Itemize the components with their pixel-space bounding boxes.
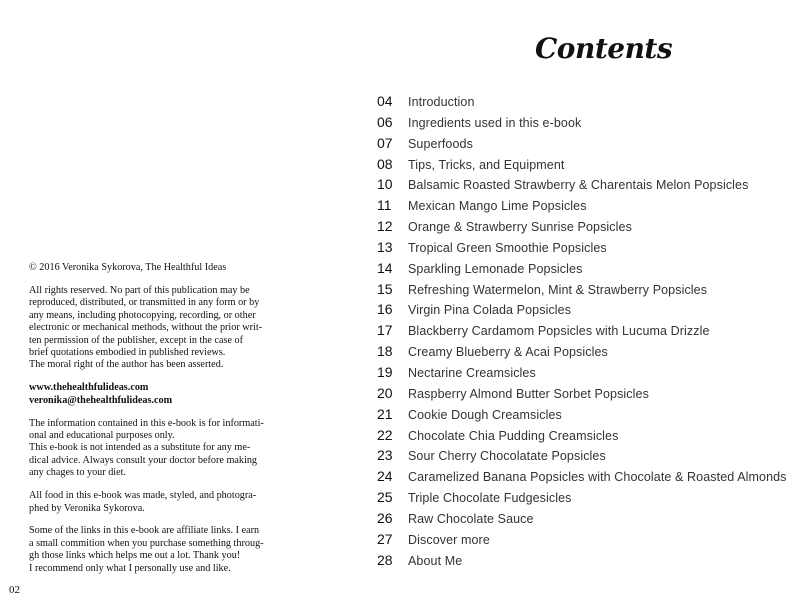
contact-paragraph bbox=[29, 382, 329, 407]
website-link[interactable]: www.thehealthfulideas.com bbox=[29, 382, 149, 394]
copyright-line: © 2016 Veronika Sykorova, The Healthful Ideas bbox=[29, 262, 227, 273]
info-line: any chages to your diet. bbox=[29, 467, 127, 479]
toc-entry-title: Caramelized Banana Popsicles with Chocolate & Roasted Almonds bbox=[408, 470, 787, 485]
email-link[interactable]: veronika@thehealthfulideas.com bbox=[29, 394, 173, 406]
toc-page-number: 07 bbox=[377, 134, 393, 151]
toc-entry[interactable] bbox=[377, 427, 792, 448]
affiliate-line: I recommend only what I personally use and like. bbox=[29, 562, 231, 574]
rights-line: reproduced, distributed, or transmitted in any form or by bbox=[29, 297, 260, 309]
toc-page-number: 28 bbox=[377, 551, 393, 568]
toc-page-number: 17 bbox=[377, 322, 393, 339]
affiliate-paragraph bbox=[29, 525, 329, 575]
toc-entry-title: Orange & Strawberry Sunrise Popsicles bbox=[408, 220, 632, 235]
toc-entry[interactable] bbox=[377, 322, 792, 343]
legal-notice bbox=[29, 262, 329, 586]
toc-page-number: 22 bbox=[377, 426, 393, 443]
contents-title: Contents bbox=[535, 32, 673, 65]
toc-entry-title: About Me bbox=[408, 553, 463, 568]
toc-page-number: 14 bbox=[377, 259, 393, 276]
toc-page-number: 11 bbox=[377, 197, 392, 214]
toc-entry-title: Refreshing Watermelon, Mint & Strawberry Popsicles bbox=[408, 282, 708, 297]
toc-entry[interactable] bbox=[377, 364, 792, 385]
toc-entry-title: Virgin Pina Colada Popsicles bbox=[408, 303, 572, 318]
toc-entry-title: Blackberry Cardamom Popsicles with Lucuma Drizzle bbox=[408, 324, 710, 339]
toc-page-number: 23 bbox=[377, 447, 393, 464]
toc-entry-title: Tips, Tricks, and Equipment bbox=[408, 157, 565, 172]
toc-entry-title: Tropical Green Smoothie Popsicles bbox=[408, 240, 607, 255]
toc-page-number: 20 bbox=[377, 384, 393, 401]
affiliate-line: a small commition when you purchase something throug- bbox=[29, 537, 264, 549]
toc-entry[interactable] bbox=[377, 156, 792, 177]
toc-entry[interactable] bbox=[377, 343, 792, 364]
info-line: The information contained in this e-book is for informati- bbox=[29, 417, 264, 429]
toc-page-number: 06 bbox=[377, 113, 393, 130]
rights-line: any means, including photocopying, recording, or other bbox=[29, 309, 256, 321]
toc-page-number: 15 bbox=[377, 280, 393, 297]
toc-entry-title: Raw Chocolate Sauce bbox=[408, 511, 534, 526]
toc-page-number: 26 bbox=[377, 509, 393, 526]
toc-entry-title: Discover more bbox=[408, 532, 490, 547]
toc-entry[interactable] bbox=[377, 531, 792, 552]
toc-entry-title: Raspberry Almond Butter Sorbet Popsicles bbox=[408, 386, 649, 401]
toc-entry[interactable] bbox=[377, 260, 792, 281]
toc-page-number: 12 bbox=[377, 218, 393, 235]
food-paragraph bbox=[29, 490, 329, 515]
toc-entry[interactable] bbox=[377, 301, 792, 322]
info-line: This e-book is not intended as a substitute for any me- bbox=[29, 442, 251, 454]
toc-entry-title: Creamy Blueberry & Acai Popsicles bbox=[408, 345, 608, 360]
toc-entry-title: Introduction bbox=[408, 95, 475, 109]
toc-entry[interactable] bbox=[377, 176, 792, 197]
toc-page-number: 27 bbox=[377, 530, 393, 547]
info-line: dical advice. Always consult your doctor before making bbox=[29, 454, 258, 466]
toc-page-number: 25 bbox=[377, 489, 393, 506]
rights-line: brief quotations embodied in published reviews. bbox=[29, 346, 226, 358]
toc-page-number: 08 bbox=[377, 155, 393, 172]
toc-entry[interactable] bbox=[377, 239, 792, 260]
page-number: 02 bbox=[9, 584, 20, 596]
toc-entry[interactable] bbox=[377, 510, 792, 531]
toc-entry[interactable] bbox=[377, 114, 792, 135]
toc-entry-title: Superfoods bbox=[408, 136, 473, 151]
toc-page-number: 16 bbox=[377, 301, 393, 318]
toc-page-number: 04 bbox=[377, 93, 393, 109]
toc-page-number: 10 bbox=[377, 176, 393, 193]
rights-paragraph bbox=[29, 285, 329, 372]
left-page bbox=[0, 0, 360, 605]
toc-entry[interactable] bbox=[377, 552, 792, 573]
toc-page-number: 19 bbox=[377, 363, 393, 380]
toc-entry-title: Ingredients used in this e-book bbox=[408, 115, 582, 130]
rights-line: electronic or mechanical methods, without the prior writ- bbox=[29, 322, 263, 334]
toc-entry[interactable] bbox=[377, 489, 792, 510]
rights-line: The moral right of the author has been asserted. bbox=[29, 359, 224, 371]
affiliate-line: Some of the links in this e-book are affiliate links. I earn bbox=[29, 525, 260, 537]
food-line: phed by Veronika Sykorova. bbox=[29, 502, 145, 514]
toc-entry[interactable] bbox=[377, 218, 792, 239]
toc-entry[interactable] bbox=[377, 135, 792, 156]
toc-entry-title: Sparkling Lemonade Popsicles bbox=[408, 261, 583, 276]
toc-entry[interactable] bbox=[377, 447, 792, 468]
toc-entry-title: Chocolate Chia Pudding Creamsicles bbox=[408, 428, 619, 443]
info-line: onal and educational purposes only. bbox=[29, 429, 175, 441]
affiliate-line: gh those links which helps me out a lot. Thank you! bbox=[29, 550, 241, 562]
toc-page-number: 13 bbox=[377, 238, 393, 255]
toc-entry-title: Balsamic Roasted Strawberry & Charentais Melon Popsicles bbox=[408, 178, 749, 193]
toc-entry[interactable] bbox=[377, 197, 792, 218]
toc-entry-title: Triple Chocolate Fudgesicles bbox=[408, 491, 572, 506]
toc-entry-title: Cookie Dough Creamsicles bbox=[408, 407, 562, 422]
toc-entry-title: Mexican Mango Lime Popsicles bbox=[408, 199, 587, 214]
toc-entry[interactable] bbox=[377, 93, 792, 114]
toc-entry[interactable] bbox=[377, 406, 792, 427]
toc-page-number: 21 bbox=[377, 405, 393, 422]
rights-line: All rights reserved. No part of this publication may be bbox=[29, 284, 250, 296]
toc-entry[interactable] bbox=[377, 468, 792, 489]
food-line: All food in this e-book was made, styled, and photogra- bbox=[29, 490, 257, 502]
table-of-contents bbox=[377, 93, 792, 572]
toc-entry[interactable] bbox=[377, 385, 792, 406]
toc-page-number: 24 bbox=[377, 468, 393, 485]
toc-entry-title: Nectarine Creamsicles bbox=[408, 365, 536, 380]
rights-line: ten permission of the publisher, except in the case of bbox=[29, 334, 244, 346]
info-paragraph bbox=[29, 418, 329, 480]
toc-entry[interactable] bbox=[377, 281, 792, 302]
toc-page-number: 18 bbox=[377, 343, 393, 360]
toc-entry-title: Sour Cherry Chocolatate Popsicles bbox=[408, 449, 606, 464]
